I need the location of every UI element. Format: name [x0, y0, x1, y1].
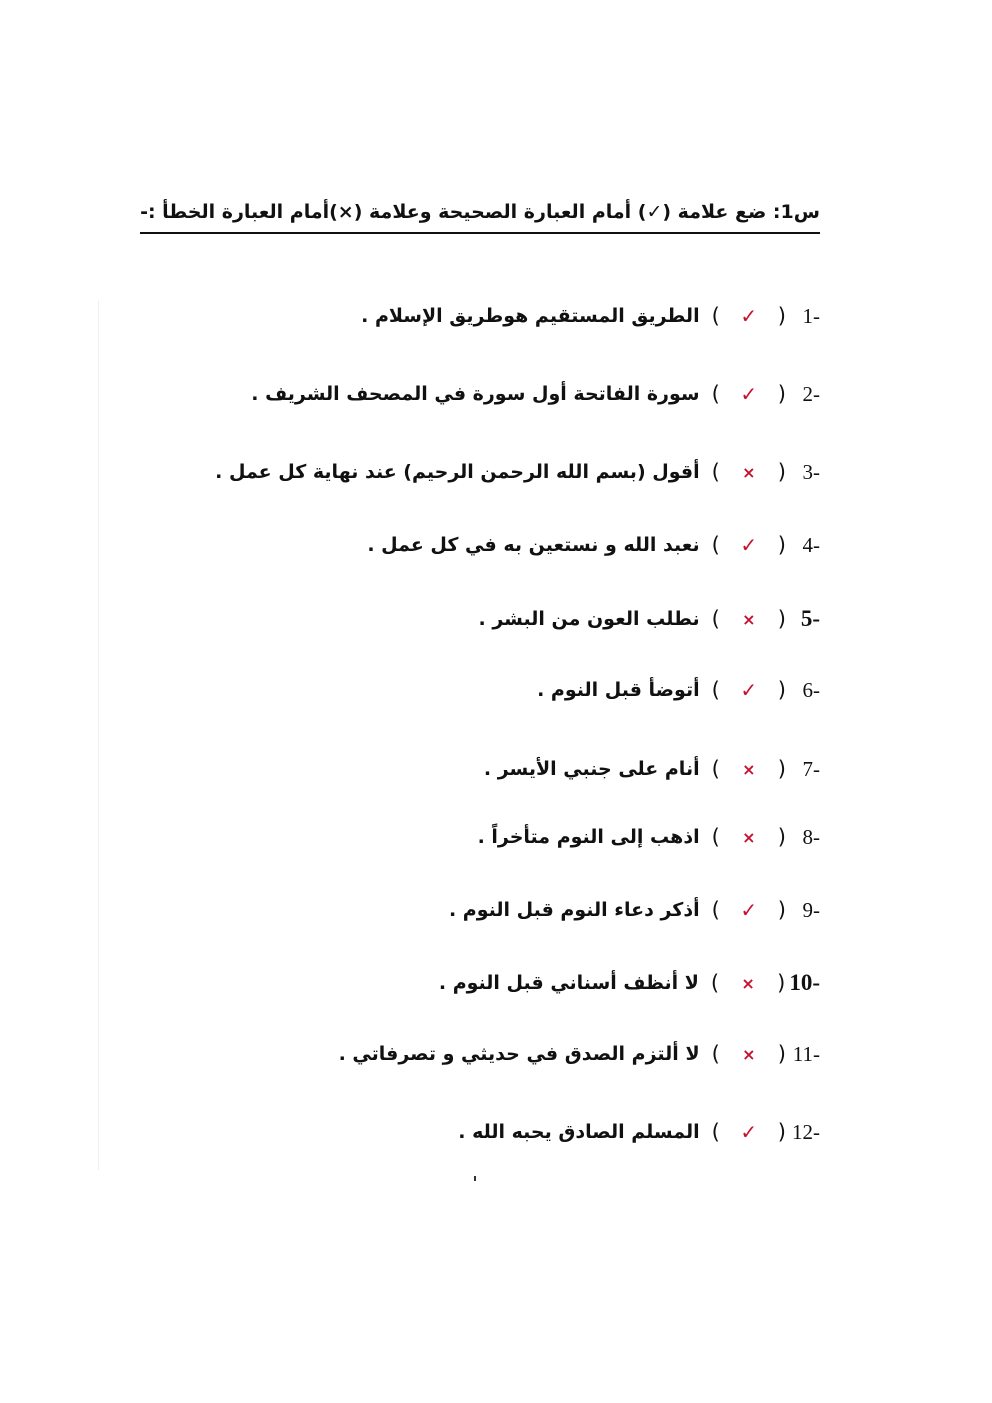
- close-paren: ): [710, 971, 720, 995]
- question-text: أذكر دعاء النوم قبل النوم .: [448, 899, 700, 921]
- question-number: 8-: [802, 824, 820, 849]
- open-paren: (: [777, 304, 786, 328]
- answer-mark-check: ✓: [740, 304, 758, 328]
- question-text: المسلم الصادق يحبه الله .: [458, 1121, 700, 1143]
- answer-mark-check: ✓: [740, 382, 758, 406]
- open-paren: (: [777, 607, 786, 631]
- open-paren: (: [777, 1042, 786, 1066]
- question-row-9: [449, 893, 820, 927]
- close-paren: ): [711, 607, 720, 631]
- close-paren: ): [711, 825, 720, 849]
- answer-mark-cross: ×: [742, 827, 756, 847]
- close-paren: ): [711, 382, 720, 406]
- question-row-3: [215, 455, 820, 489]
- open-paren: (: [777, 1120, 786, 1144]
- question-text: لا أنظف أسناني قبل النوم .: [438, 972, 699, 994]
- question-row-6: [537, 673, 820, 707]
- question-number: 3-: [802, 459, 820, 484]
- question-heading: س1: ضع علامة (✓) أمام العبارة الصحيحة وعلامة (×)أمام العبارة الخطأ :-: [140, 198, 820, 234]
- open-paren: (: [777, 757, 786, 781]
- question-text: لا ألتزم الصدق في حديثي و تصرفاتي .: [338, 1043, 700, 1065]
- answer-mark-cross: ×: [742, 759, 756, 779]
- close-paren: ): [711, 678, 720, 702]
- question-number: 7-: [802, 756, 820, 781]
- question-number: 4-: [802, 532, 820, 557]
- question-row-5: [478, 602, 820, 636]
- open-paren: (: [777, 533, 786, 557]
- question-number: 5-: [800, 606, 820, 631]
- close-paren: ): [711, 533, 720, 557]
- answer-mark-cross: ×: [742, 609, 756, 629]
- open-paren: (: [777, 678, 786, 702]
- question-number: 2-: [802, 381, 820, 406]
- question-number: 9-: [802, 897, 820, 922]
- question-text: أنام على جنبي الأيسر .: [483, 758, 700, 780]
- question-number: 10-: [789, 970, 820, 995]
- answer-mark-check: ✓: [740, 898, 758, 922]
- question-number: 11-: [792, 1041, 820, 1066]
- question-number: 1-: [802, 303, 820, 328]
- answer-mark-check: ✓: [740, 678, 758, 702]
- question-text: نطلب العون من البشر .: [478, 608, 700, 630]
- open-paren: (: [777, 460, 786, 484]
- close-paren: ): [711, 460, 720, 484]
- question-number: 12-: [792, 1119, 820, 1144]
- stray-ink-mark: [474, 1176, 476, 1181]
- open-paren: (: [777, 971, 786, 995]
- question-number: 6-: [802, 677, 820, 702]
- answer-mark-check: ✓: [740, 1120, 758, 1144]
- question-text: نعبد الله و نستعين به في كل عمل .: [367, 534, 700, 556]
- question-text: أتوضأ قبل النوم .: [537, 679, 700, 701]
- question-row-12: [458, 1115, 820, 1149]
- close-paren: ): [711, 1120, 720, 1144]
- close-paren: ): [711, 898, 720, 922]
- open-paren: (: [777, 825, 786, 849]
- close-paren: ): [711, 1042, 720, 1066]
- question-text: الطريق المستقيم هوطريق الإسلام .: [361, 305, 700, 327]
- answer-mark-cross: ×: [742, 1044, 756, 1064]
- question-row-2: [251, 377, 820, 411]
- answer-mark-cross: ×: [742, 462, 756, 482]
- question-row-10: [439, 966, 820, 1000]
- question-row-11: [339, 1037, 820, 1071]
- question-row-4: [367, 528, 820, 562]
- question-text: أقول (بسم الله الرحمن الرحيم) عند نهاية كل عمل .: [215, 461, 700, 483]
- question-text: اذهب إلى النوم متأخراً .: [477, 826, 700, 848]
- open-paren: (: [777, 382, 786, 406]
- answer-mark-cross: ×: [741, 973, 755, 993]
- question-row-7: [484, 752, 820, 786]
- close-paren: ): [711, 757, 720, 781]
- question-row-8: [478, 820, 820, 854]
- question-text: سورة الفاتحة أول سورة في المصحف الشريف .: [251, 383, 700, 405]
- answer-mark-check: ✓: [740, 533, 758, 557]
- close-paren: ): [711, 304, 720, 328]
- question-row-1: [361, 299, 820, 333]
- open-paren: (: [777, 898, 786, 922]
